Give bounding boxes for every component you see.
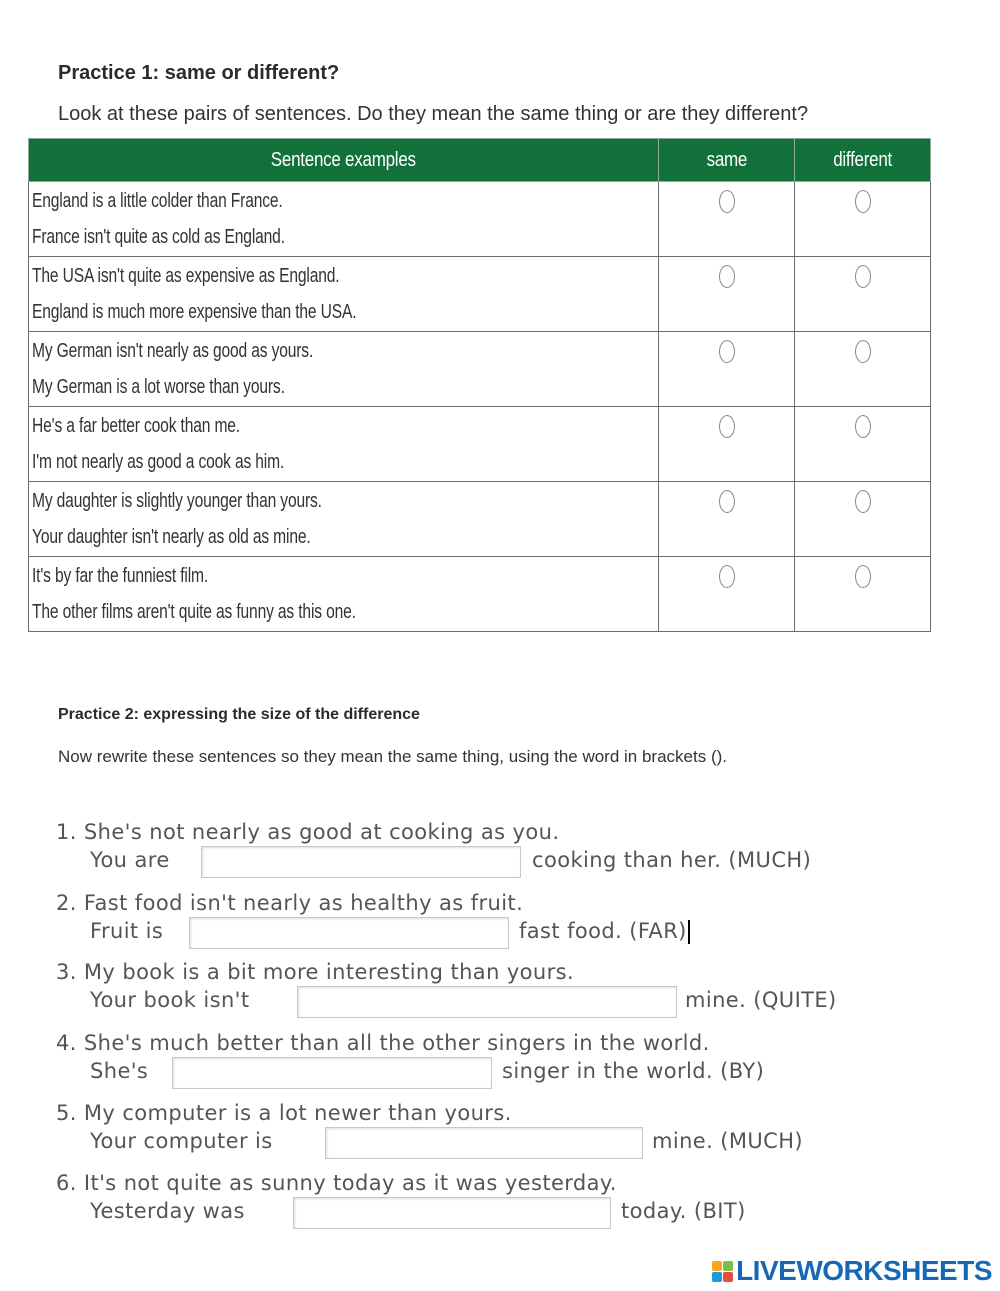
same-cell xyxy=(659,257,795,332)
table-row xyxy=(29,407,931,482)
different-radio[interactable] xyxy=(855,265,871,288)
sentence-1: My daughter is slightly younger than yours. xyxy=(32,490,322,512)
answer-suffix: mine. (MUCH) xyxy=(652,1129,804,1153)
exercise-item xyxy=(56,891,687,951)
sentence-pair xyxy=(29,182,659,257)
same-radio[interactable] xyxy=(719,190,735,213)
same-radio[interactable] xyxy=(719,565,735,588)
sentence-2: Your daughter isn't nearly as old as mine. xyxy=(32,526,311,548)
answer-input[interactable] xyxy=(201,846,521,878)
table-row xyxy=(29,482,931,557)
exercise-answer-line xyxy=(56,846,812,880)
exercise-question: 4. She's much better than all the other singers in the world. xyxy=(56,1031,710,1055)
exercise-item xyxy=(56,1031,765,1091)
exercise-answer-line xyxy=(56,986,837,1020)
same-radio[interactable] xyxy=(719,340,735,363)
answer-input[interactable] xyxy=(189,917,509,949)
exercise-answer-line xyxy=(56,1127,804,1161)
logo-text: LIVEWORKSHEETS xyxy=(736,1255,992,1286)
sentence-1: It's by far the funniest film. xyxy=(32,565,209,587)
exercise-question: 3. My book is a bit more interesting than yours. xyxy=(56,960,575,984)
sentence-pair xyxy=(29,557,659,632)
exercise-answer-line xyxy=(56,917,687,951)
answer-input[interactable] xyxy=(325,1127,643,1159)
header-sentence-examples: Sentence examples xyxy=(29,139,659,182)
sentence-pair xyxy=(29,407,659,482)
different-radio[interactable] xyxy=(855,490,871,513)
answer-prefix: Yesterday was xyxy=(90,1199,245,1223)
answer-input[interactable] xyxy=(172,1057,492,1089)
answer-input[interactable] xyxy=(293,1197,611,1229)
table-row xyxy=(29,257,931,332)
answer-prefix: Your computer is xyxy=(90,1129,273,1153)
same-cell xyxy=(659,557,795,632)
answer-prefix: She's xyxy=(90,1059,149,1083)
different-cell xyxy=(795,182,931,257)
exercise-question: 6. It's not quite as sunny today as it was yesterday. xyxy=(56,1171,617,1195)
answer-suffix: mine. (QUITE) xyxy=(685,988,837,1012)
practice2-instruction: Now rewrite these sentences so they mean the same thing, using the word in brackets (). xyxy=(58,747,727,766)
sentence-pair xyxy=(29,332,659,407)
same-cell xyxy=(659,482,795,557)
table-row xyxy=(29,557,931,632)
sentence-1: England is a little colder than France. xyxy=(32,190,283,212)
different-cell xyxy=(795,482,931,557)
answer-suffix: today. (BIT) xyxy=(621,1199,746,1223)
practice2-title: Practice 2: expressing the size of the difference xyxy=(58,706,420,723)
text-cursor xyxy=(688,920,690,944)
exercise-question: 5. My computer is a lot newer than yours. xyxy=(56,1101,512,1125)
answer-prefix: Your book isn't xyxy=(90,988,250,1012)
sentence-2: I'm not nearly as good a cook as him. xyxy=(32,451,285,473)
different-cell xyxy=(795,557,931,632)
table-header-row xyxy=(29,139,931,182)
same-cell xyxy=(659,182,795,257)
header-same: same xyxy=(659,139,795,182)
sentence-2: The other films aren't quite as funny as this one. xyxy=(32,601,356,623)
different-radio[interactable] xyxy=(855,340,871,363)
exercise-item xyxy=(56,1171,746,1231)
sentence-table xyxy=(28,138,931,632)
header-different: different xyxy=(795,139,931,182)
answer-suffix-group xyxy=(519,919,690,944)
liveworksheets-logo[interactable] xyxy=(712,1255,992,1287)
sentence-1: He's a far better cook than me. xyxy=(32,415,240,437)
sentence-pair xyxy=(29,257,659,332)
answer-suffix: cooking than her. (MUCH) xyxy=(532,848,812,872)
answer-input[interactable] xyxy=(297,986,677,1018)
different-cell xyxy=(795,257,931,332)
practice1-title: Practice 1: same or different? xyxy=(58,62,340,84)
table-row xyxy=(29,182,931,257)
sentence-2: England is much more expensive than the USA. xyxy=(32,301,357,323)
sentence-1: The USA isn't quite as expensive as England. xyxy=(32,265,340,287)
same-cell xyxy=(659,407,795,482)
answer-suffix: singer in the world. (BY) xyxy=(502,1059,765,1083)
same-radio[interactable] xyxy=(719,490,735,513)
different-cell xyxy=(795,407,931,482)
different-cell xyxy=(795,332,931,407)
different-radio[interactable] xyxy=(855,415,871,438)
liveworksheets-logo-icon xyxy=(712,1261,733,1282)
exercise-question: 1. She's not nearly as good at cooking as you. xyxy=(56,820,560,844)
sentence-1: My German isn't nearly as good as yours. xyxy=(32,340,314,362)
exercise-question: 2. Fast food isn't nearly as healthy as fruit. xyxy=(56,891,524,915)
exercise-item xyxy=(56,960,837,1020)
answer-suffix: fast food. (FAR) xyxy=(519,919,687,943)
exercise-item xyxy=(56,820,812,880)
answer-prefix: You are xyxy=(90,848,170,872)
exercise-item xyxy=(56,1101,804,1161)
practice1-instruction: Look at these pairs of sentences. Do they mean the same thing or are they different? xyxy=(58,103,809,125)
sentence-2: France isn't quite as cold as England. xyxy=(32,226,285,248)
same-radio[interactable] xyxy=(719,415,735,438)
exercise-answer-line xyxy=(56,1057,765,1091)
sentence-pair xyxy=(29,482,659,557)
different-radio[interactable] xyxy=(855,565,871,588)
table-row xyxy=(29,332,931,407)
exercise-answer-line xyxy=(56,1197,746,1231)
same-radio[interactable] xyxy=(719,265,735,288)
sentence-2: My German is a lot worse than yours. xyxy=(32,376,285,398)
same-cell xyxy=(659,332,795,407)
answer-prefix: Fruit is xyxy=(90,919,164,943)
different-radio[interactable] xyxy=(855,190,871,213)
